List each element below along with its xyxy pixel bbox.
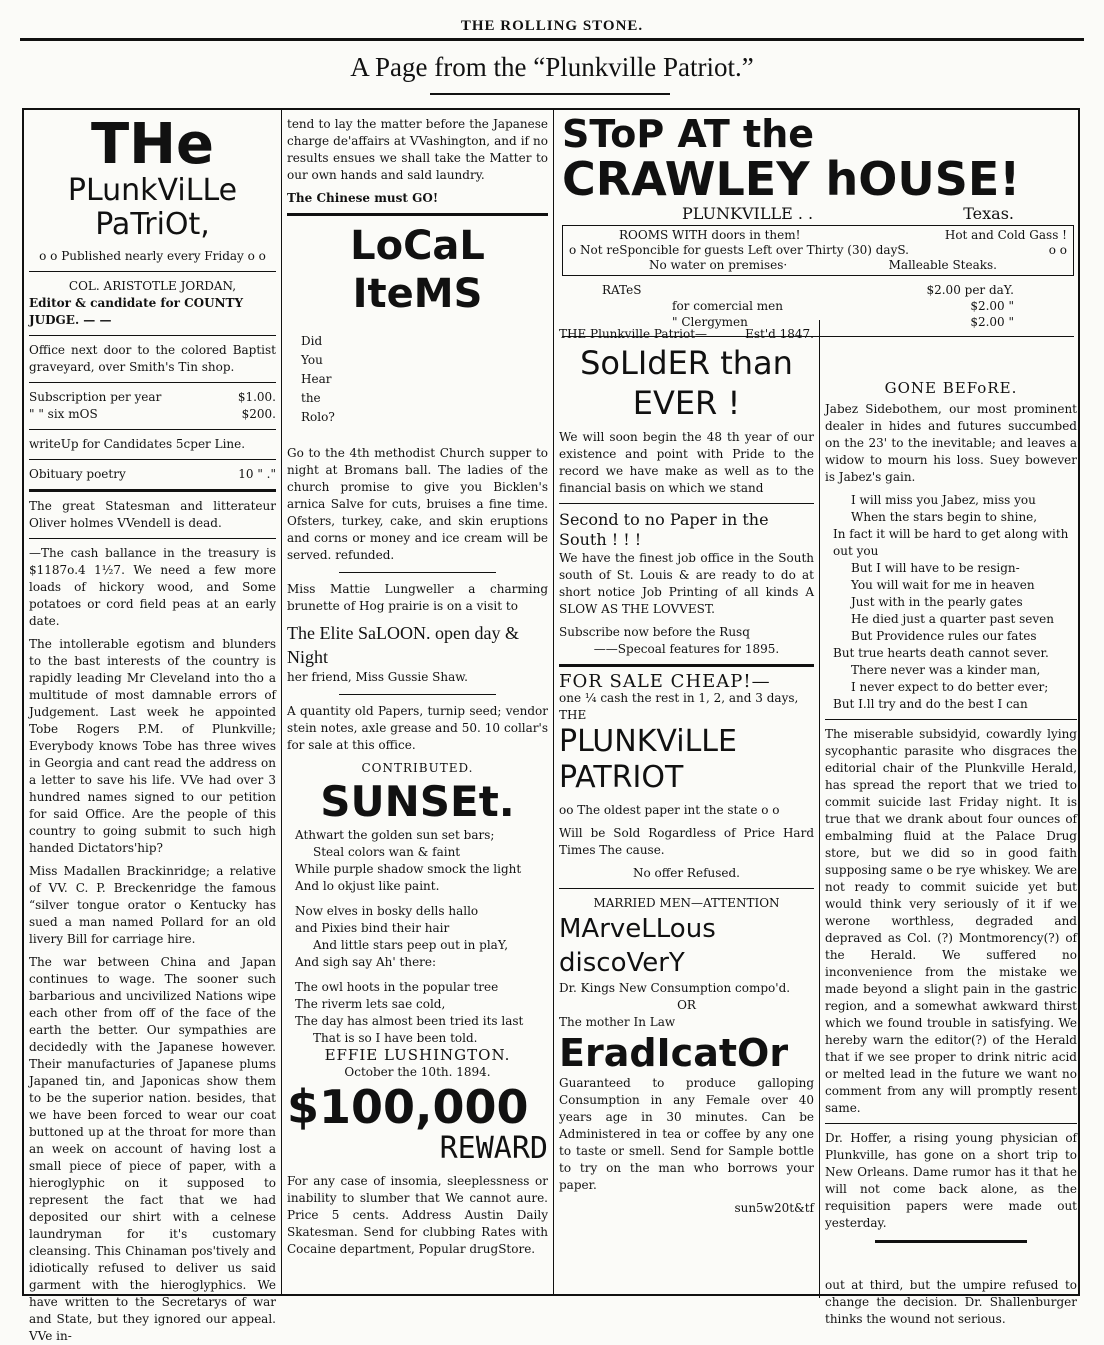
poem-date: October the 10th. 1894. bbox=[344, 1065, 491, 1079]
poem-line: Steal colors wan & faint bbox=[313, 845, 461, 859]
poem-line: There never was a kinder man, bbox=[851, 663, 1041, 677]
poem-line: and Pixies bind their hair bbox=[295, 921, 450, 935]
elite-saloon-ad: The Elite SaLOON. open day & Night bbox=[287, 623, 519, 667]
column-2 bbox=[282, 110, 554, 1294]
poem-line: I never expect to do better ever; bbox=[851, 680, 1049, 694]
article-umpire: out at third, but the umpire refused to change the decision. Dr. Shallenburger thinks the wound not serious. bbox=[825, 1278, 1077, 1326]
poem-line: Athwart the golden sun set bars; bbox=[295, 828, 495, 842]
subscription-price: $1.00. bbox=[237, 390, 276, 404]
state-name: Texas. bbox=[963, 204, 1014, 223]
no-offer-refused: No offer Refused. bbox=[632, 866, 740, 880]
article-china-japan: The war between China and Japan continues to wage. The sooner such barbarious and uncivilized Nations wipe each other from off of the face of the earth the better. Our sympathies are decidedly with the Japanese however. Their manufacturies of Japanese plums Japaned tin, and Japonicas show them to be the superior nation. besides, that we have been forced to wear our coat buttoned up at the throat for more than an week on account of having lost a small piece of piece of paper, with a hieroglyphic on it supposed to represent the fact that we had deposited our shirt with a celnese laundryman for it's customary cleansing. This Chinaman pos'tively and idiotically refused to deliver us said garment with the hieroglyphics. We have written to the Secretarys of war and State, but they ignored our appeal. VVe in- bbox=[29, 955, 276, 1343]
question-line: Rolo? bbox=[301, 410, 335, 424]
rule bbox=[559, 664, 814, 667]
article-friend: her friend, Miss Gussie Shaw. bbox=[287, 670, 468, 684]
article-church-supper: Go to the 4th methodist Church supper to night at Bromans ball. The ladies of the church promise to give you Bicklen's arnica Salve for cuts, bruises a fine time. Ofsters, turkey, cake, and skin eruptions and corns or money and ice cream will be served. refunded. bbox=[287, 446, 548, 562]
masthead-the: THe bbox=[90, 112, 215, 177]
obituary-label: Obituary poetry bbox=[29, 467, 126, 481]
article-old-papers: A quantity old Papers, turnip seed; vendor stein notes, axle grease and 50. 10 collar's for sale at this office. bbox=[287, 704, 548, 752]
newspaper-page bbox=[22, 108, 1080, 1343]
subscription-price: $200. bbox=[241, 407, 276, 421]
rate-label: " Clergymen bbox=[672, 315, 748, 329]
poem-line: But I will have to be resign- bbox=[851, 561, 1020, 575]
poem-line: And lo okjust like paint. bbox=[295, 879, 440, 893]
chinese-must-go: The Chinese must GO! bbox=[287, 191, 439, 205]
poem-line: And sigh say Ah' there: bbox=[295, 955, 437, 969]
rule bbox=[29, 429, 276, 430]
mother-in-law: The mother In Law bbox=[559, 1015, 676, 1029]
article-miss-mattie: Miss Mattie Lungweller a charming brunette of Hog prairie is on a visit to bbox=[287, 582, 548, 613]
poem-line: But I.ll try and do the best I can bbox=[833, 697, 1028, 711]
poem-line: That is so I have been told. bbox=[313, 1031, 478, 1045]
rule bbox=[29, 335, 276, 336]
sale-terms: one ¼ cash the rest in 1, 2, and 3 days, bbox=[559, 691, 799, 705]
ad-code: sun5w20t&tf bbox=[734, 1201, 814, 1215]
second-to-none: Second to no Paper in the South ! ! ! bbox=[559, 510, 769, 549]
stop-at-heading: SToP AT the bbox=[562, 112, 815, 156]
established: Est'd 1847. bbox=[745, 327, 814, 341]
or-label: OR bbox=[677, 998, 696, 1012]
article-job-office: We have the finest job office in the South south of St. Louis & are ready to do at short notice Job Printing of all kinds A SLOW AS THE LOVVEST. bbox=[559, 551, 814, 616]
obituary-row bbox=[29, 466, 276, 483]
rooms-box bbox=[562, 225, 1074, 276]
article-continued: tend to lay the matter before the Japanese charge de'affairs at VVashington, and if no results ensues we shall take the Matter to our own hands and sald laundry. bbox=[287, 117, 548, 182]
subscription-label: Subscription per year bbox=[29, 390, 162, 404]
married-men-heading: MARRIED MEN—ATTENTION bbox=[593, 896, 780, 910]
reward-amount: $100,000 bbox=[287, 1080, 529, 1134]
rates-label: RATeS bbox=[602, 283, 642, 297]
special-features: ——Specoal features for 1895. bbox=[593, 642, 780, 656]
marvellous-discovery-heading: MArveLLous discoVerY bbox=[559, 914, 716, 978]
running-head: THE ROLLING STONE. bbox=[460, 18, 644, 34]
article-dr-hoffer: Dr. Hoffer, a rising young physician of Plunkville, has gone on a short trip to New Orleans. Dame rumor has it that he will not come back alone, as the requisition papers were made out yesterday. bbox=[825, 1131, 1077, 1230]
office-address: Office next door to the colored Baptist graveyard, over Smith's Tin shop. bbox=[29, 343, 276, 374]
rooms-feature: No water on premises· bbox=[649, 258, 788, 272]
title-rule bbox=[430, 93, 670, 95]
rate-row bbox=[602, 298, 1014, 314]
editor-role: Editor & candidate for COUNTY JUDGE. — — bbox=[29, 296, 244, 327]
rule bbox=[825, 719, 1077, 720]
eradicator-heading: EradIcatOr bbox=[559, 1031, 789, 1075]
patriot-head: THE Plunkville Patriot— bbox=[559, 327, 708, 341]
rooms-feature: o o bbox=[1048, 243, 1067, 257]
town-name: PLUNKVILLE . . bbox=[682, 204, 814, 223]
rule bbox=[29, 271, 276, 272]
article-brackinridge: Miss Madallen Brackinridge; a relative of VV. C. P. Breckenridge the famous “silver tongue orator o Kentucky has sued a man named Pollard for an old livery Bill for carriage hire. bbox=[29, 864, 276, 946]
obituary-price: 10 " ." bbox=[238, 467, 276, 481]
masthead-title: PLunkViLLe PaTriOt, bbox=[67, 173, 238, 242]
header-rule bbox=[20, 38, 1084, 41]
for-sale-heading: FOR SALE CHEAP!— bbox=[559, 671, 771, 692]
page-title: A Page from the “Plunkville Patriot.” bbox=[350, 52, 754, 82]
gone-before-heading: GONE BEFoRE. bbox=[884, 379, 1018, 397]
rooms-line bbox=[569, 258, 1067, 273]
poem-line: I will miss you Jabez, miss you bbox=[851, 493, 1036, 507]
column-1 bbox=[24, 110, 282, 1343]
solider-heading: SoLIdER than EVER ! bbox=[580, 344, 793, 422]
rate-row bbox=[602, 282, 1014, 298]
rate-price: $2.00 " bbox=[970, 299, 1014, 313]
sold-regardless: Will be Sold Rogardless of Price Hard Times The cause. bbox=[559, 826, 814, 857]
poem-line: Now elves in bosky dells hallo bbox=[295, 904, 479, 918]
poem-line: The day has almost been tried its last bbox=[295, 1014, 524, 1028]
rooms-feature: ROOMS WITH doors in them! bbox=[619, 228, 801, 242]
poem-line: And little stars peep out in plaY, bbox=[313, 938, 509, 952]
article-jabez: Jabez Sidebothem, our most prominent dealer in hides and futures succumbed on the 23' to the inevitable; and leaves a widow to mourn his loss. Suey bowever is Jabez's gain. bbox=[825, 402, 1077, 484]
question-line: the bbox=[301, 391, 321, 405]
poem-line: But true hearts death cannot sever. bbox=[833, 646, 1049, 660]
rule bbox=[29, 489, 276, 492]
poet-name: EFFIE LUSHINGTON. bbox=[324, 1046, 511, 1064]
rooms-line bbox=[569, 243, 1067, 258]
rooms-feature: o Not reSponcible for guests Left over Thirty (30) dayS. bbox=[569, 243, 909, 257]
rate-label: for comercial men bbox=[672, 299, 783, 313]
local-items-heading: LoCaL IteMS bbox=[350, 223, 485, 317]
question-line: Hear bbox=[301, 372, 332, 386]
column-3 bbox=[554, 320, 820, 1298]
rooms-line bbox=[569, 228, 1067, 243]
rule bbox=[29, 538, 276, 539]
poem-line: You will wait for me in heaven bbox=[851, 578, 1035, 592]
reward-heading: REWARD bbox=[439, 1131, 548, 1166]
article-insomnia: For any case of insomia, sleeplessness or inability to slumber that We cannot aure. Price 5 cents. Address Austin Daily Skatesman. Send for clubbing Rates with Cocaine department, Popular drugStore. bbox=[287, 1174, 548, 1256]
rule bbox=[339, 572, 496, 573]
subscribe-now: Subscribe now before the Rusq bbox=[559, 625, 750, 639]
poem-line: While purple shadow smock the light bbox=[295, 862, 522, 876]
article-treasury: —The cash ballance in the treasury is $1187o.4 1½7. We need a few more loads of hickory wood, and Some potatoes or cord field peas at an early date. bbox=[29, 546, 276, 628]
poem-jabez bbox=[825, 492, 1077, 713]
article-holmes: The great Statesman and litterateur Oliver holmes VVendell is dead. bbox=[29, 499, 276, 530]
article-herald: The miserable subsidyid, cowardly lying sycophantic parasite who disgraces the editorial chair of the Plunkville Herald, has spread the report that we tried to commit suicide last Friday night. It is true that we drank about four ounces of embalming fluid at the Palace Drug store, but we did so in good faith supposing same o be rye whiskey. We are not ready to commit suicide yet but would think very seriously of it if we werone worthless, degraded and depraved as Col. (?) Montmorency(?) of the Herald. We suffered no inconvenience from the mistake we made beyond a slight pain in the gastric region, and a somewhat awkward thirst which we found trouble in satisfying. We hereby warn the editor(?) of the Herald that if we see proper to drink nitric acid or melted lead in the future we want no comment from any will promptly resent same. bbox=[825, 727, 1077, 1115]
plunkville-patriot-heading: PLUNKViLLE PATRIOT bbox=[559, 724, 737, 795]
rule bbox=[559, 503, 814, 504]
subscription-row bbox=[29, 406, 276, 423]
poem-line: He died just a quarter past seven bbox=[851, 612, 1054, 626]
oldest-paper: oo The oldest paper int the state o o bbox=[559, 803, 780, 817]
poem-line: Just with in the pearly gates bbox=[851, 595, 1023, 609]
the-label: THE bbox=[559, 708, 587, 722]
rule bbox=[29, 382, 276, 383]
rule bbox=[875, 1240, 1026, 1243]
rate-price: $2.00 " bbox=[970, 315, 1014, 329]
question-line: You bbox=[301, 353, 323, 367]
rule bbox=[825, 1123, 1077, 1124]
kings-consumption: Dr. Kings New Consumption compo'd. bbox=[559, 981, 791, 995]
rule bbox=[339, 694, 496, 695]
rooms-feature: Malleable Steaks. bbox=[888, 258, 997, 272]
town-row bbox=[562, 204, 1074, 223]
publication-note: o o Published nearly every Friday o o bbox=[39, 249, 266, 263]
poem-line: The owl hoots in the popular tree bbox=[295, 980, 499, 994]
poem-sunset bbox=[287, 827, 548, 1047]
article-guarantee: Guaranteed to produce galloping Consumption in any Female over 40 years age in 30 minutes. Can be Administered in tea or coffee by any one to taste or smell. Send for Sample bottle to try on the man who borrows your paper. bbox=[559, 1076, 814, 1192]
article-48th-year: We will soon begin the 48 th year of our existence and point with Pride to the record we have make as well as to the financial basis on which we stand bbox=[559, 430, 814, 495]
article-cleveland: The intollerable egotism and blunders to the bast interests of the country is rapidly leading Mr Cleveland into tho a multitude of most damnable errors of Judgement. Last week he appointed Tobe Rogers P.M. of Plunkville; Everybody knows Tobe has three wives in Georgia and cant read the address on a letter to save his life. VVe had over 3 hundred names signed to our petition for said Office. Are the people of this country to going submit to such high handed Dictators'hip? bbox=[29, 637, 276, 855]
poem-line: In fact it will be hard to get along with out you bbox=[833, 527, 1069, 558]
patriot-head-row bbox=[559, 326, 814, 343]
rule bbox=[559, 888, 814, 889]
sunset-heading: SUNSEt. bbox=[320, 777, 515, 826]
rule bbox=[29, 459, 276, 460]
rooms-feature: Hot and Cold Gass ! bbox=[944, 228, 1067, 242]
poem-line: When the stars begin to shine, bbox=[851, 510, 1038, 524]
crawley-house-heading: CRAWLEY hOUSE! bbox=[562, 152, 1021, 206]
poem-line: But Providence rules our fates bbox=[851, 629, 1037, 643]
rate-price: $2.00 per daY. bbox=[926, 283, 1014, 297]
contributed-label: CONTRIBUTED. bbox=[361, 761, 474, 775]
subscription-row bbox=[29, 389, 276, 406]
column-4 bbox=[820, 366, 1082, 1326]
rule bbox=[287, 213, 548, 216]
subscription-label: " " six mOS bbox=[29, 407, 98, 421]
question-line: Did bbox=[301, 334, 323, 348]
poem-line: The riverm lets sae cold, bbox=[295, 997, 446, 1011]
writeup-rate: writeUp for Candidates 5cper Line. bbox=[29, 437, 246, 451]
local-question bbox=[287, 332, 548, 427]
editor-name: COL. ARISTOTLE JORDAN, bbox=[68, 279, 237, 293]
